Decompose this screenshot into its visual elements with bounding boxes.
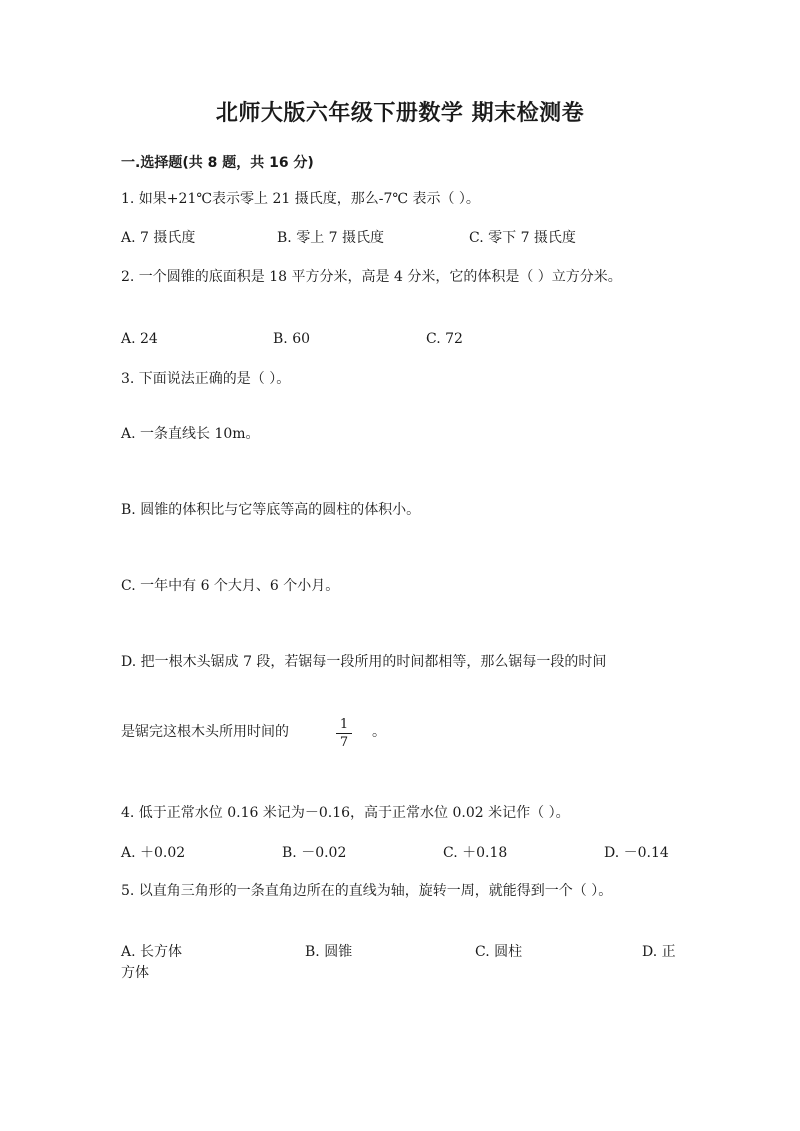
question-3-option-d-line1: D. 把一根木头锯成 7 段，若锯每一段所用的时间都相等，那么锯每一段的时间 [121,654,607,670]
question-3-option-d-line2: 是锯完这根木头所用时间的 [121,724,289,740]
question-3-option-c: C. 一年中有 6 个大月、6 个小月。 [121,578,340,594]
question-1-stem: 1. 如果+21℃表示零上 21 摄氏度，那么-7℃ 表示（ ）。 [121,191,480,207]
question-4-option-c: C. ＋0.18 [443,845,508,861]
question-1-option-c: C. 零下 7 摄氏度 [469,230,576,246]
question-3-option-b: B. 圆锥的体积比与它等底等高的圆柱的体积小。 [121,502,421,518]
fraction-bar [336,733,352,734]
question-5-option-c: C. 圆柱 [475,944,523,960]
question-3-option-d-end: 。 [372,724,386,740]
question-1-option-b: B. 零上 7 摄氏度 [277,230,384,246]
section-heading: 一.选择题(共 8 题，共 16 分) [121,155,314,171]
question-4-option-b: B. －0.02 [282,845,347,861]
fraction-numerator: 1 [339,717,349,732]
question-1-option-a: A. 7 摄氏度 [121,230,196,246]
question-2-option-c: C. 72 [426,331,463,347]
question-2-option-a: A. 24 [121,331,158,347]
question-3-stem: 3. 下面说法正确的是（ ）。 [121,371,291,387]
question-4-option-a: A. ＋0.02 [121,845,186,861]
fraction-denominator: 7 [339,735,349,750]
question-2-option-b: B. 60 [273,331,311,347]
fraction-one-seventh [336,717,352,750]
question-4-option-d: D. －0.14 [604,845,669,861]
question-5-stem: 5. 以直角三角形的一条直角边所在的直线为轴，旋转一周，就能得到一个（ ）。 [121,883,613,899]
question-4-stem: 4. 低于正常水位 0.16 米记为－0.16，高于正常水位 0.02 米记作（ ）。 [121,805,570,821]
question-2-stem: 2. 一个圆锥的底面积是 18 平方分米，高是 4 分米，它的体积是（ ）立方分米。 [121,269,622,285]
question-5-option-d: D. 正 [642,944,676,960]
page-title: 北师大版六年级下册数学 期末检测卷 [215,101,585,126]
question-5-option-b: B. 圆锥 [305,944,353,960]
question-5-option-d-continued: 方体 [121,965,149,981]
question-3-option-a: A. 一条直线长 10m。 [121,426,260,442]
question-5-option-a: A. 长方体 [121,944,183,960]
